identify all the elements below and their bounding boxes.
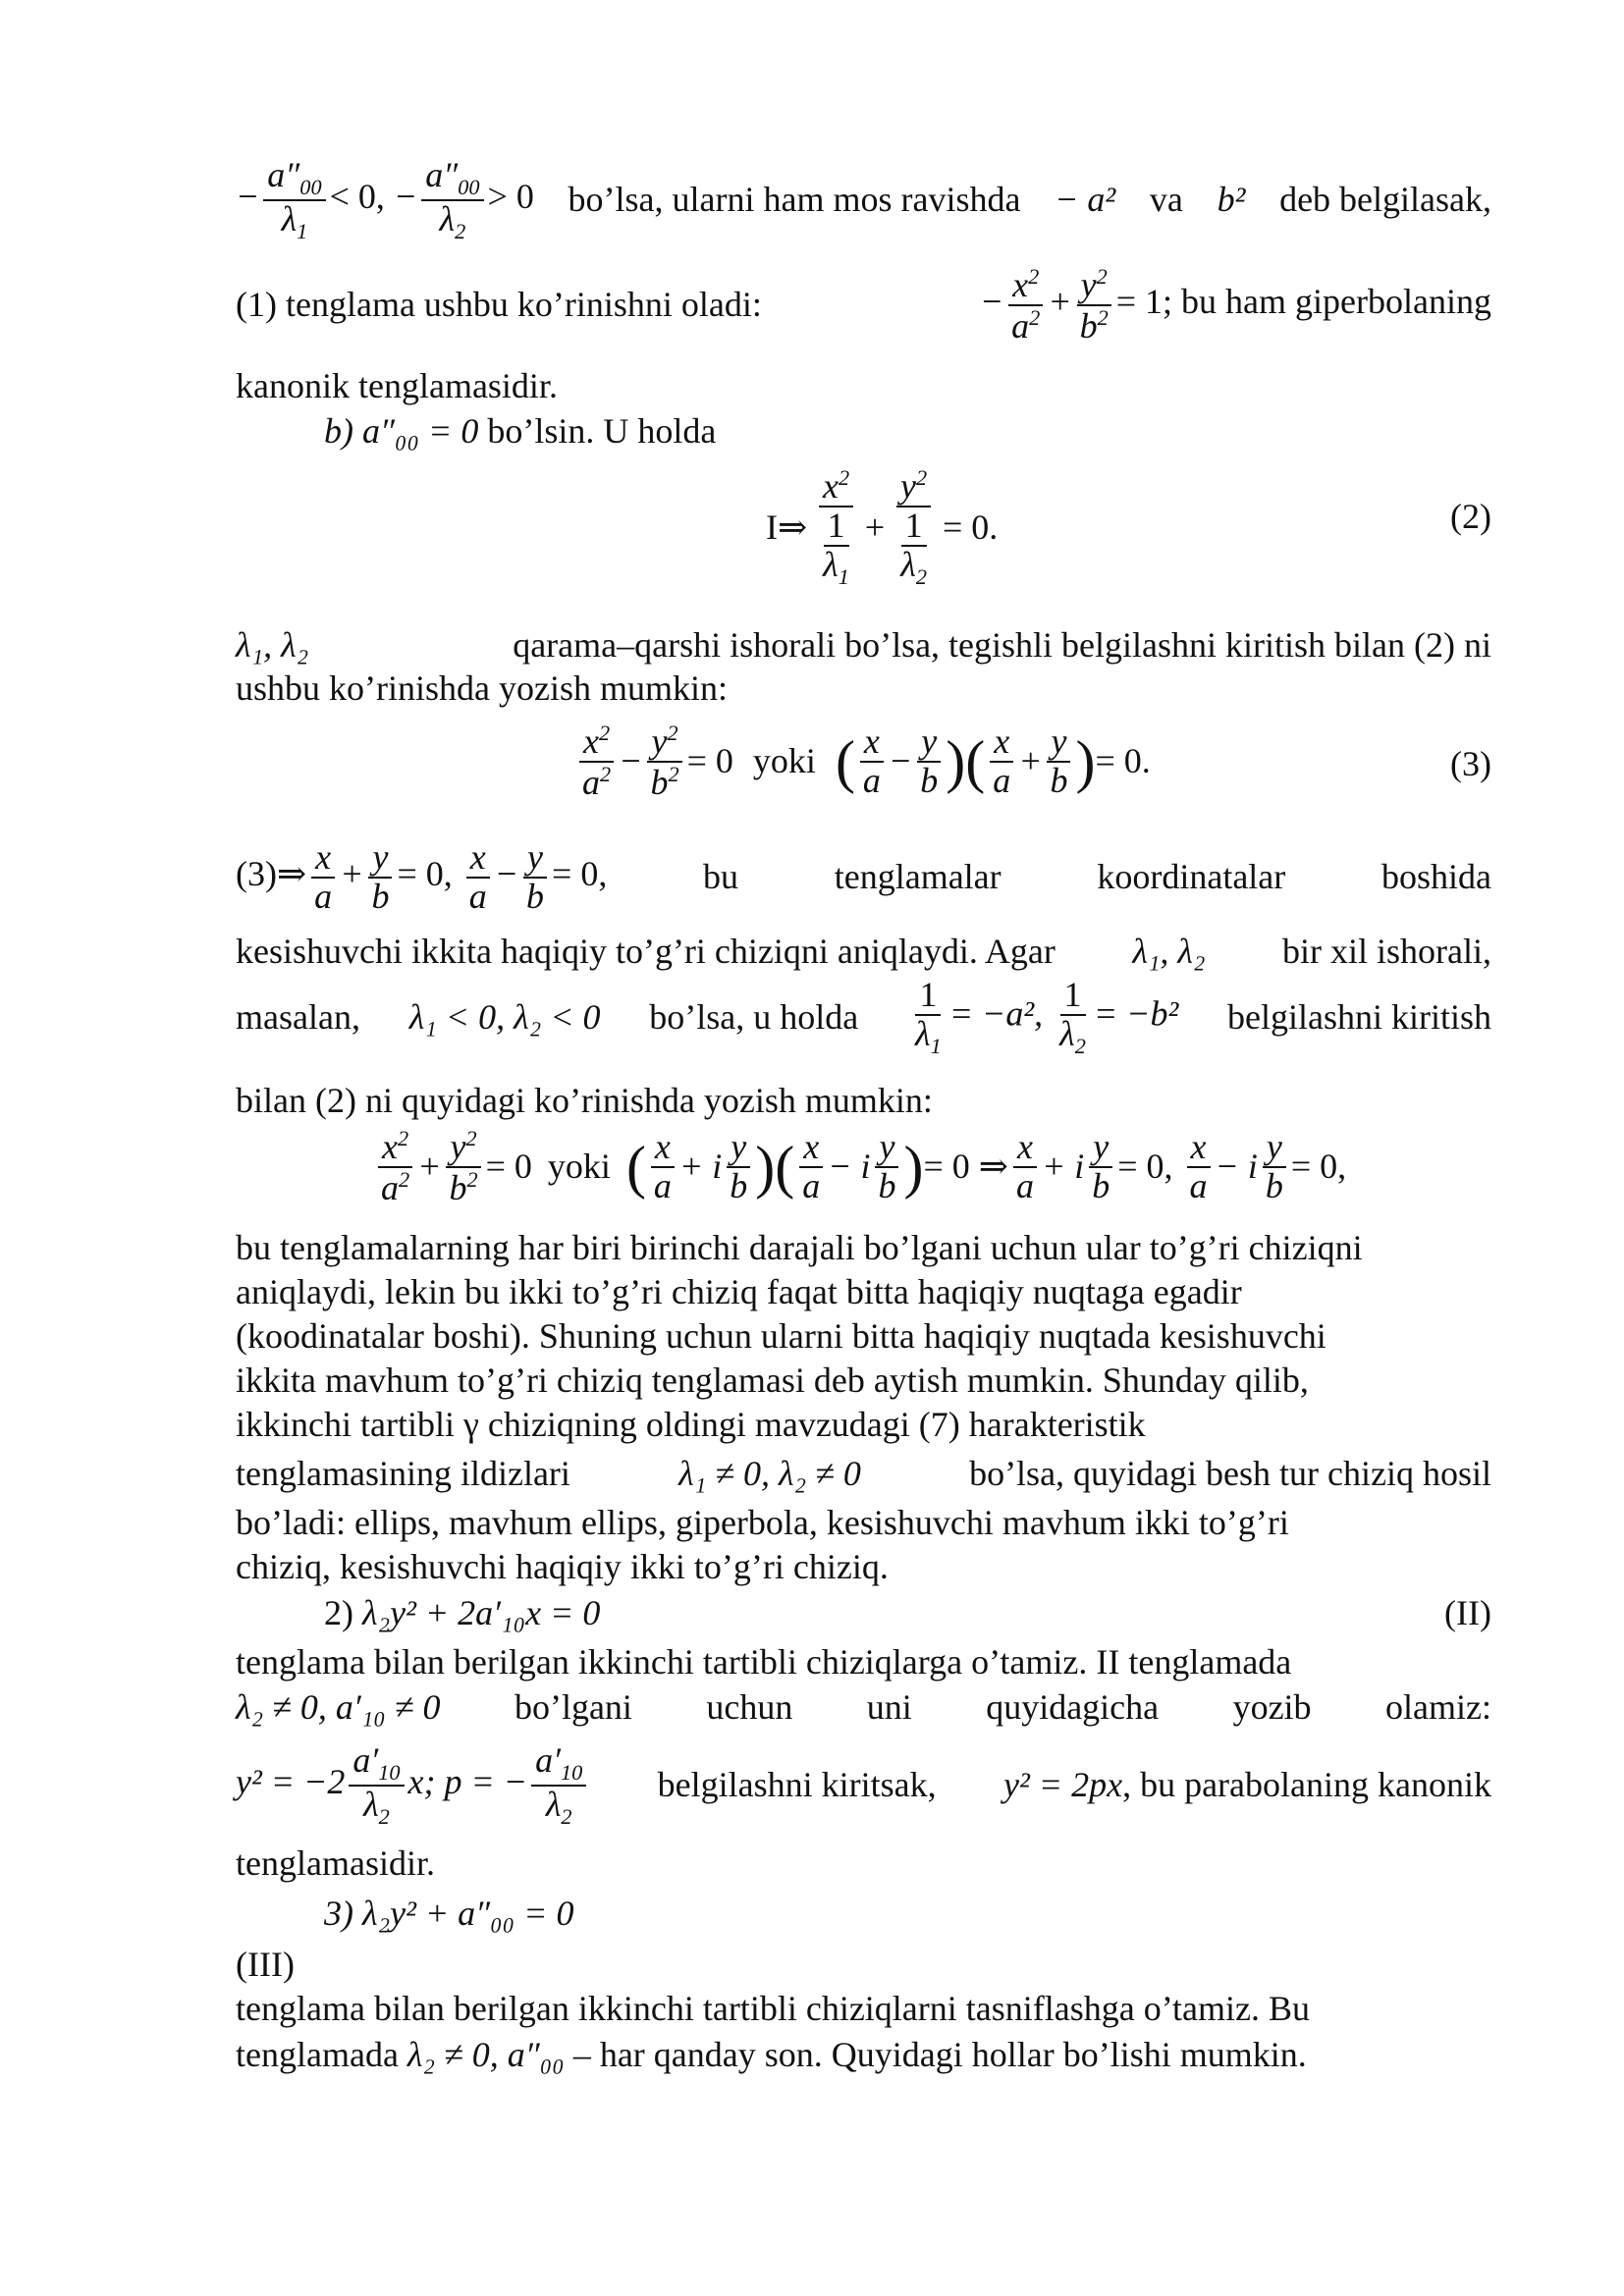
line-17: tenglamada λ₂ ≠ 0, a″₀₀ – har qanday son. Quyidagi hollar bo’lishi mumkin.	[236, 2035, 1307, 2074]
line-5a: λ₁, λ₂ qarama–qarshi ishorali bo’lsa, tegishli belgilashni kiritish bilan (2) ni	[236, 625, 1491, 665]
para1-line: ikkinchi tartibli γ chiziqning oldingi mavzudagi (7) harakteristik	[236, 1405, 1146, 1444]
hyperbola-formula: − $\frac{x^2}{a^2}$ + $\frac{y^2}{b^2}$ = 1; bu ham giperbolaning	[979, 264, 1491, 346]
line-5b: ushbu ko’rinishda yozish mumkin:	[236, 668, 728, 708]
equation-III: 3) λ₂y² + a″₀₀ = 0	[324, 1894, 574, 1933]
line-2: (1) tenglama ushbu ko’rinishni oladi: − $\frac{x^2}{a^2}$ + $\frac{y^2}{b^2}$ = 1; bu ham giperbolaning	[236, 264, 1491, 346]
line-10: tenglamasining ildizlari λ₁ ≠ 0, λ₂ ≠ 0 bo’lsa, quyidagi besh tur chiziq hosil	[236, 1454, 1491, 1493]
line-4: b) a″₀₀ = 0 bo’lsin. U holda	[324, 411, 717, 451]
para2-line: chiziq, kesishuvchi haqiqiy ikki to’g’ri chiziq.	[236, 1547, 889, 1586]
equation-3: $\frac{x^2}{a^2}$ − $\frac{y^2}{b^2}$ = 0 yoki ( $\frac{x}{a}$ − $\frac{y}{b}$ )( $\frac{x}{a}$ + $\frac{y}{b}$ ) = 0. (3)	[236, 721, 1491, 820]
condition-formula: − $\frac{a''_{00}}{\lambda_1}$ < 0, − $\frac{a''_{00}}{\lambda_2}$ > 0	[236, 155, 534, 243]
line-11: tenglama bilan berilgan ikkinchi tartibli chiziqlarga o’tamiz. II tenglamada	[236, 1642, 1292, 1682]
line-3: kanonik tenglamasidir.	[236, 366, 558, 405]
line-8: masalan, λ₁ < 0, λ₂ < 0 bo’lsa, u holda $\frac{1}{\lambda_1}$ = −a², $\frac{1}{\lambda_2}$ = −b² belgilashni kiritish	[236, 975, 1491, 1058]
equation-II: 2) λ₂y² + 2a′₁₀x = 0 (II)	[324, 1593, 1491, 1632]
line-15: (III)	[236, 1945, 295, 1984]
para1-line: ikkita mavhum to’g’ri chiziq tenglamasi deb aytish mumkin. Shunday qilib,	[236, 1361, 1309, 1400]
line-16: tenglama bilan berilgan ikkinchi tartibli chiziqlarni tasniflashga o’tamiz. Bu	[236, 1989, 1311, 2028]
line-14: tenglamasidir.	[236, 1843, 435, 1883]
para1-line: (koodinatalar boshi). Shuning uchun ularni bitta haqiqiy nuqtada kesishuvchi	[236, 1316, 1326, 1356]
line-6: (3)⇒ $\frac{x}{a}$ + $\frac{y}{b}$ = 0, $\frac{x}{a}$ − $\frac{y}{b}$ = 0, bu tenglamalar koordinatalar boshida	[236, 837, 1491, 916]
para2-line: bo’ladi: ellips, mavhum ellips, giperbola, kesishuvchi mavhum ikki to’g’ri	[236, 1503, 1289, 1542]
line-9: bilan (2) ni quyidagi ko’rinishda yozish mumkin:	[236, 1081, 933, 1120]
line-13: y² = −2 $\frac{a'_{10}}{\lambda_2}$ x; p = − $\frac{a'_{10}}{\lambda_2}$ belgilashni kiritsak, y² = 2px, bu parabolaning kanonik	[236, 1740, 1491, 1829]
line-12: λ₂ ≠ 0, a′₁₀ ≠ 0 bo’lgani uchun uni quyidagicha yozib olamiz:	[236, 1687, 1491, 1727]
equation-4: $\frac{x^2}{a^2}$ + $\frac{y^2}{b^2}$ = 0 yoki ( $\frac{x}{a}$ + i $\frac{y}{b}$ )( $\frac{x}{a}$ − i $\frac{y}{b}$ ) = 0 ⇒ $\frac{x}{a}$ + i $\frac{y}{b}$ = 0, $\frac{x}{a}$ − i $\frac{y}{b}$ = 0,	[236, 1127, 1491, 1225]
para1-line: aniqlaydi, lekin bu ikki to’g’ri chiziq faqat bitta haqiqiy nuqtaga egadir	[236, 1272, 1242, 1311]
equation-2: I⇒ $\frac{x^2}{\frac{1}{\lambda_1}}$ + $\frac{y^2}{\frac{1}{\lambda_2}}$ = 0. (2)	[766, 465, 1491, 589]
line-1: − $\frac{a''_{00}}{\lambda_1}$ < 0, − $\frac{a''_{00}}{\lambda_2}$ > 0 bo’lsa, ularni ham mos ravishda − a² va b² deb belgilasak,	[236, 155, 1491, 243]
line-7: kesishuvchi ikkita haqiqiy to’g’ri chiziqni aniqlaydi. Agar λ₁, λ₂ bir xil ishorali,	[236, 932, 1491, 971]
para1-line: bu tenglamalarning har biri birinchi darajali bo’lgani uchun ular to’g’ri chiziqni	[236, 1228, 1363, 1267]
